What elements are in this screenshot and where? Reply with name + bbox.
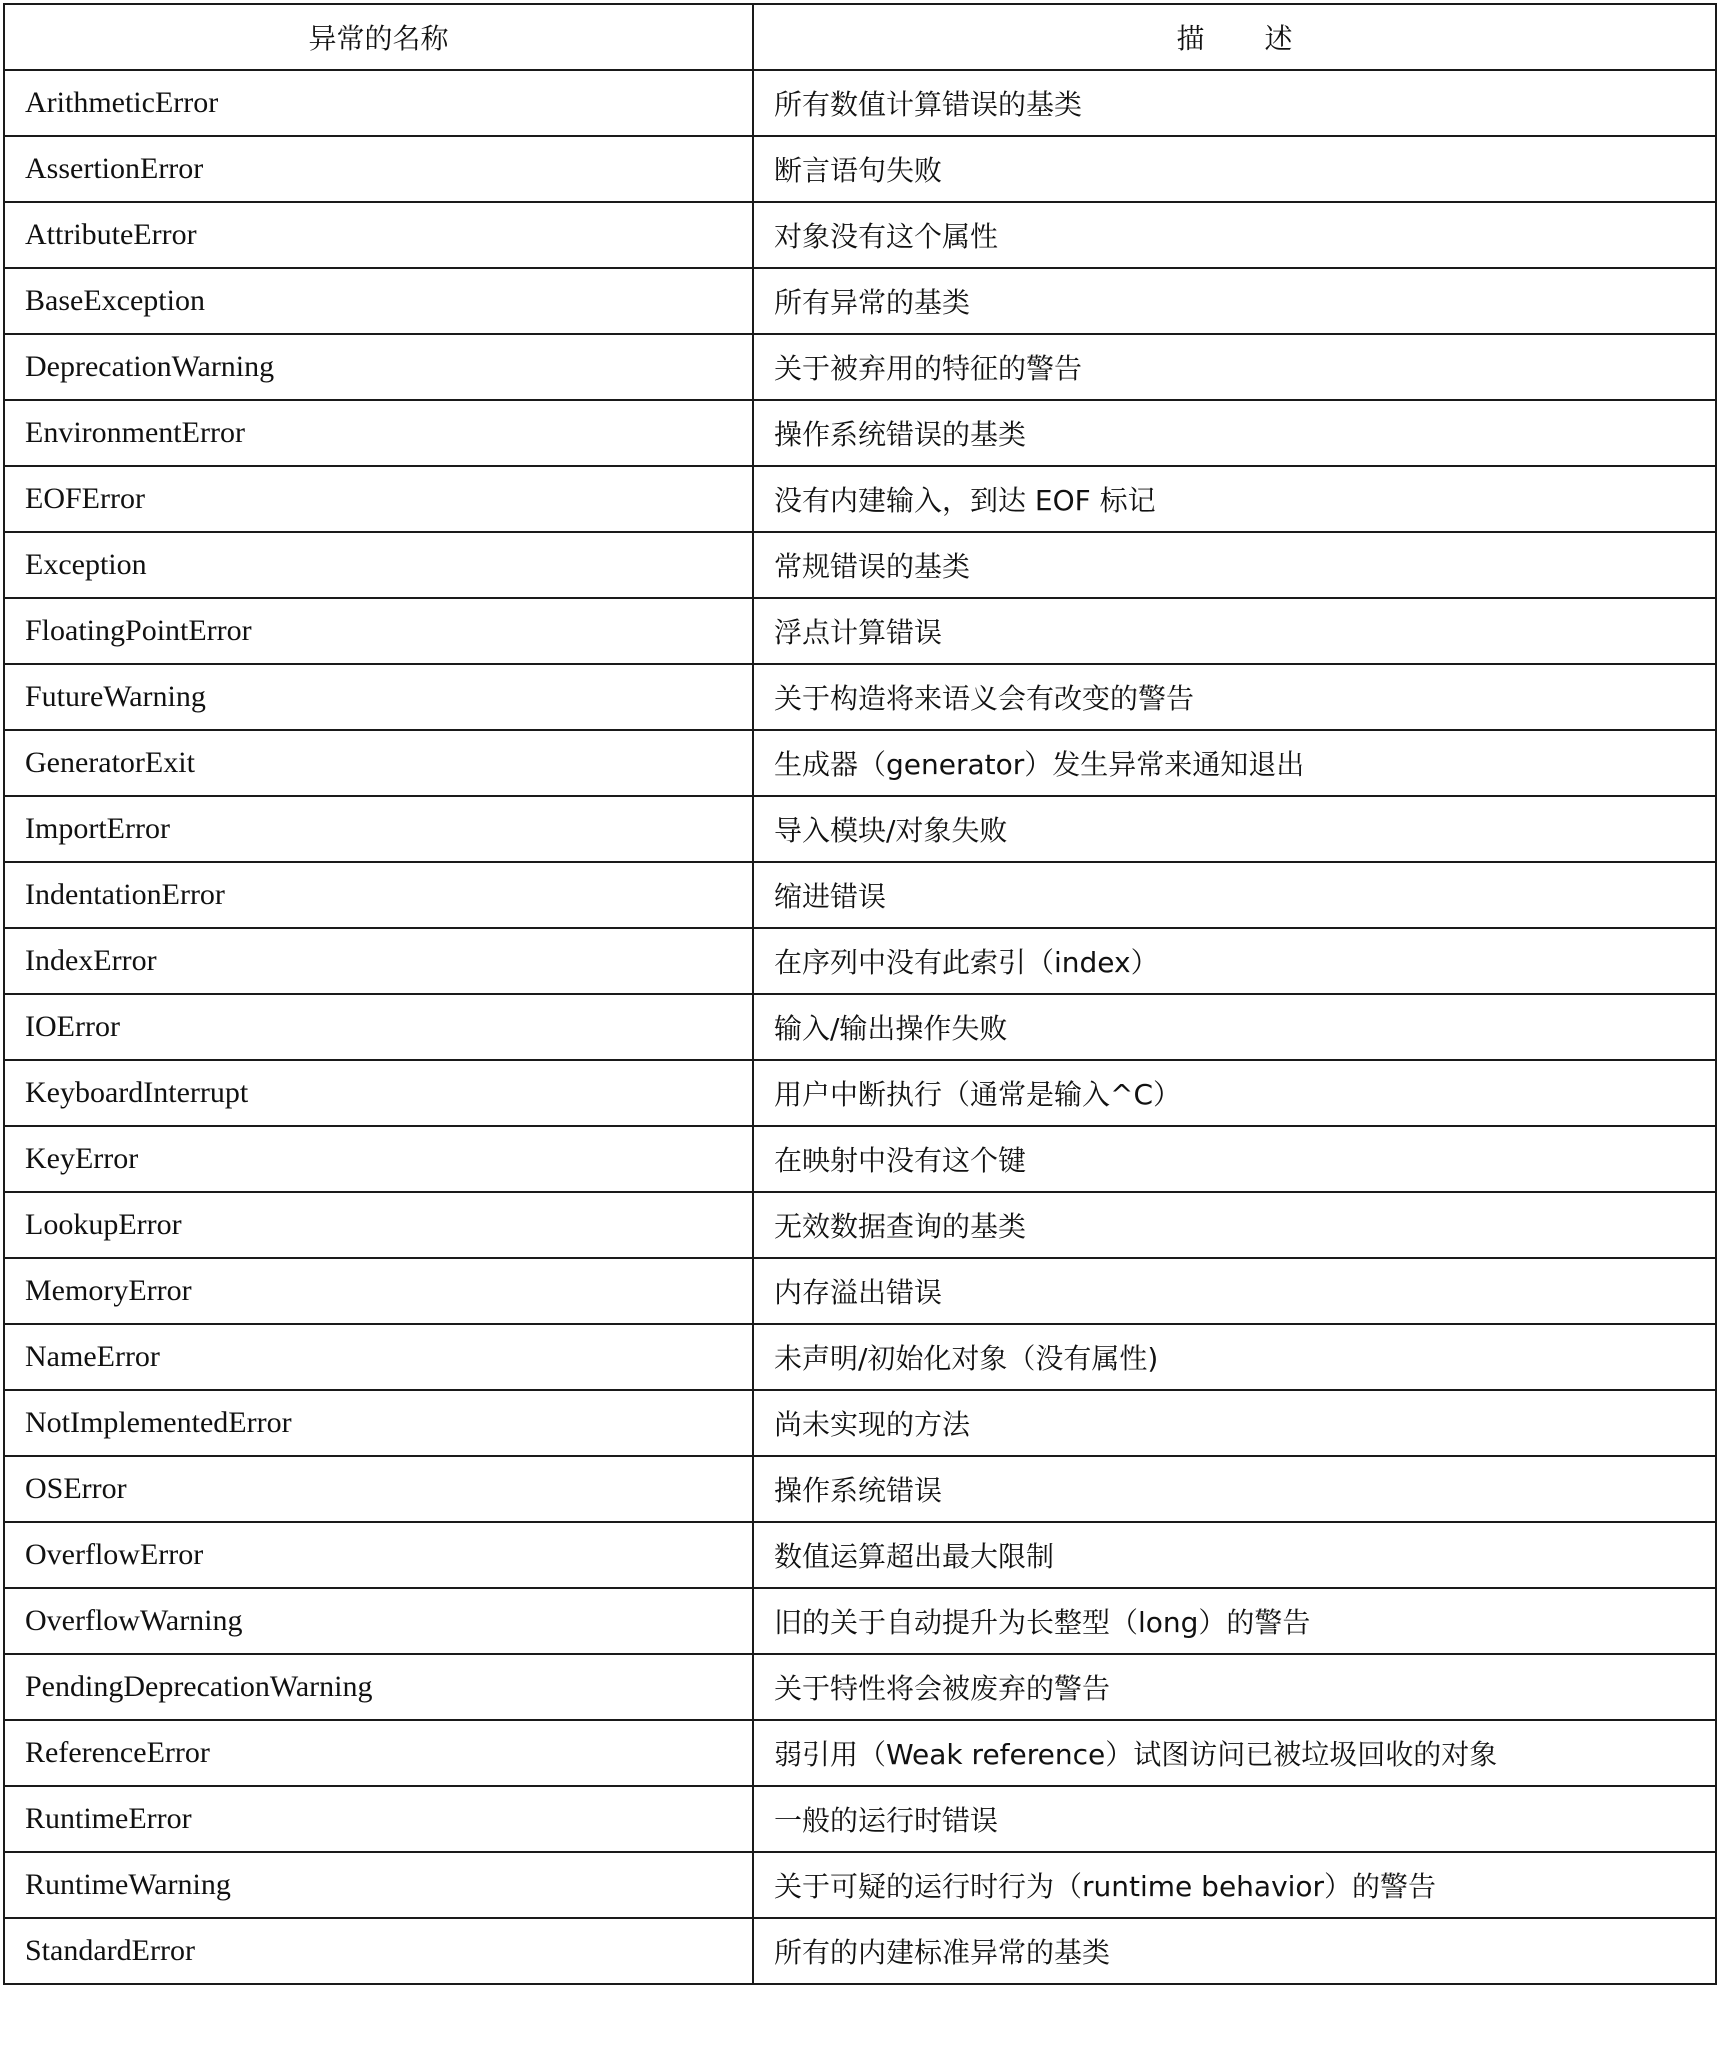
exception-name-cell: AttributeError [4,202,753,268]
table-row [4,1654,1716,1720]
exception-description-cell: 一般的运行时错误 [753,1786,1716,1852]
exception-name-cell: KeyboardInterrupt [4,1060,753,1126]
exceptions-table [3,3,1717,1985]
exception-name-cell: OverflowWarning [4,1588,753,1654]
exception-name-cell: NotImplementedError [4,1390,753,1456]
exception-description-cell: 关于构造将来语义会有改变的警告 [753,664,1716,730]
exception-description-cell: 生成器（generator）发生异常来通知退出 [753,730,1716,796]
exception-description-cell: 关于特性将会被废弃的警告 [753,1654,1716,1720]
exception-description-cell: 对象没有这个属性 [753,202,1716,268]
table-row [4,202,1716,268]
exception-description-cell: 未声明/初始化对象（没有属性) [753,1324,1716,1390]
exception-description-cell: 旧的关于自动提升为长整型（long）的警告 [753,1588,1716,1654]
exception-description-cell: 断言语句失败 [753,136,1716,202]
table-row [4,1456,1716,1522]
exception-name-cell: EnvironmentError [4,400,753,466]
exception-description-cell: 所有的内建标准异常的基类 [753,1918,1716,1984]
exception-name-cell: ArithmeticError [4,70,753,136]
exception-name-cell: OverflowError [4,1522,753,1588]
table-header-row [4,4,1716,70]
exception-description-cell: 输入/输出操作失败 [753,994,1716,1060]
table-body [4,70,1716,1984]
exception-description-cell: 数值运算超出最大限制 [753,1522,1716,1588]
exception-description-cell: 导入模块/对象失败 [753,796,1716,862]
exception-description-cell: 关于可疑的运行时行为（runtime behavior）的警告 [753,1852,1716,1918]
table-row [4,796,1716,862]
exception-name-cell: ImportError [4,796,753,862]
exception-description-cell: 在映射中没有这个键 [753,1126,1716,1192]
table-row [4,1192,1716,1258]
exception-name-cell: EOFError [4,466,753,532]
exception-name-cell: RuntimeError [4,1786,753,1852]
exception-description-cell: 缩进错误 [753,862,1716,928]
exception-name-cell: PendingDeprecationWarning [4,1654,753,1720]
exception-name-cell: IOError [4,994,753,1060]
exception-description-cell: 所有数值计算错误的基类 [753,70,1716,136]
table-row [4,1786,1716,1852]
exception-name-cell: GeneratorExit [4,730,753,796]
exception-description-cell: 浮点计算错误 [753,598,1716,664]
table-row [4,598,1716,664]
table-row [4,1126,1716,1192]
table-row [4,1258,1716,1324]
table-row [4,268,1716,334]
exception-name-cell: IndexError [4,928,753,994]
exception-description-cell: 用户中断执行（通常是输入^C） [753,1060,1716,1126]
exception-name-cell: KeyError [4,1126,753,1192]
exception-name-cell: IndentationError [4,862,753,928]
table-row [4,664,1716,730]
table-row [4,1390,1716,1456]
table-row [4,334,1716,400]
table-row [4,994,1716,1060]
exception-description-cell: 弱引用（Weak reference）试图访问已被垃圾回收的对象 [753,1720,1716,1786]
exception-description-cell: 尚未实现的方法 [753,1390,1716,1456]
exception-name-cell: BaseException [4,268,753,334]
exception-name-cell: MemoryError [4,1258,753,1324]
table-row [4,1060,1716,1126]
column-header-description: 描述 [753,4,1716,70]
exception-description-cell: 无效数据查询的基类 [753,1192,1716,1258]
exception-name-cell: ReferenceError [4,1720,753,1786]
table-row [4,730,1716,796]
exception-description-cell: 在序列中没有此索引（index） [753,928,1716,994]
table-row [4,928,1716,994]
table-row [4,1522,1716,1588]
exception-description-cell: 操作系统错误 [753,1456,1716,1522]
exception-name-cell: DeprecationWarning [4,334,753,400]
table-row [4,1720,1716,1786]
exception-name-cell: AssertionError [4,136,753,202]
exception-description-cell: 内存溢出错误 [753,1258,1716,1324]
table-row [4,70,1716,136]
exception-description-cell: 操作系统错误的基类 [753,400,1716,466]
table-row [4,136,1716,202]
table-row [4,466,1716,532]
exception-name-cell: FutureWarning [4,664,753,730]
table-row [4,1588,1716,1654]
table-row [4,400,1716,466]
exception-name-cell: OSError [4,1456,753,1522]
exception-description-cell: 关于被弃用的特征的警告 [753,334,1716,400]
exception-description-cell: 常规错误的基类 [753,532,1716,598]
column-header-name: 异常的名称 [4,4,753,70]
exception-name-cell: FloatingPointError [4,598,753,664]
table-row [4,1918,1716,1984]
exception-name-cell: Exception [4,532,753,598]
table-row [4,532,1716,598]
exception-description-cell: 没有内建输入，到达 EOF 标记 [753,466,1716,532]
exception-name-cell: StandardError [4,1918,753,1984]
exception-description-cell: 所有异常的基类 [753,268,1716,334]
table-row [4,1852,1716,1918]
exception-name-cell: LookupError [4,1192,753,1258]
table-row [4,862,1716,928]
exception-name-cell: RuntimeWarning [4,1852,753,1918]
exception-name-cell: NameError [4,1324,753,1390]
table-row [4,1324,1716,1390]
